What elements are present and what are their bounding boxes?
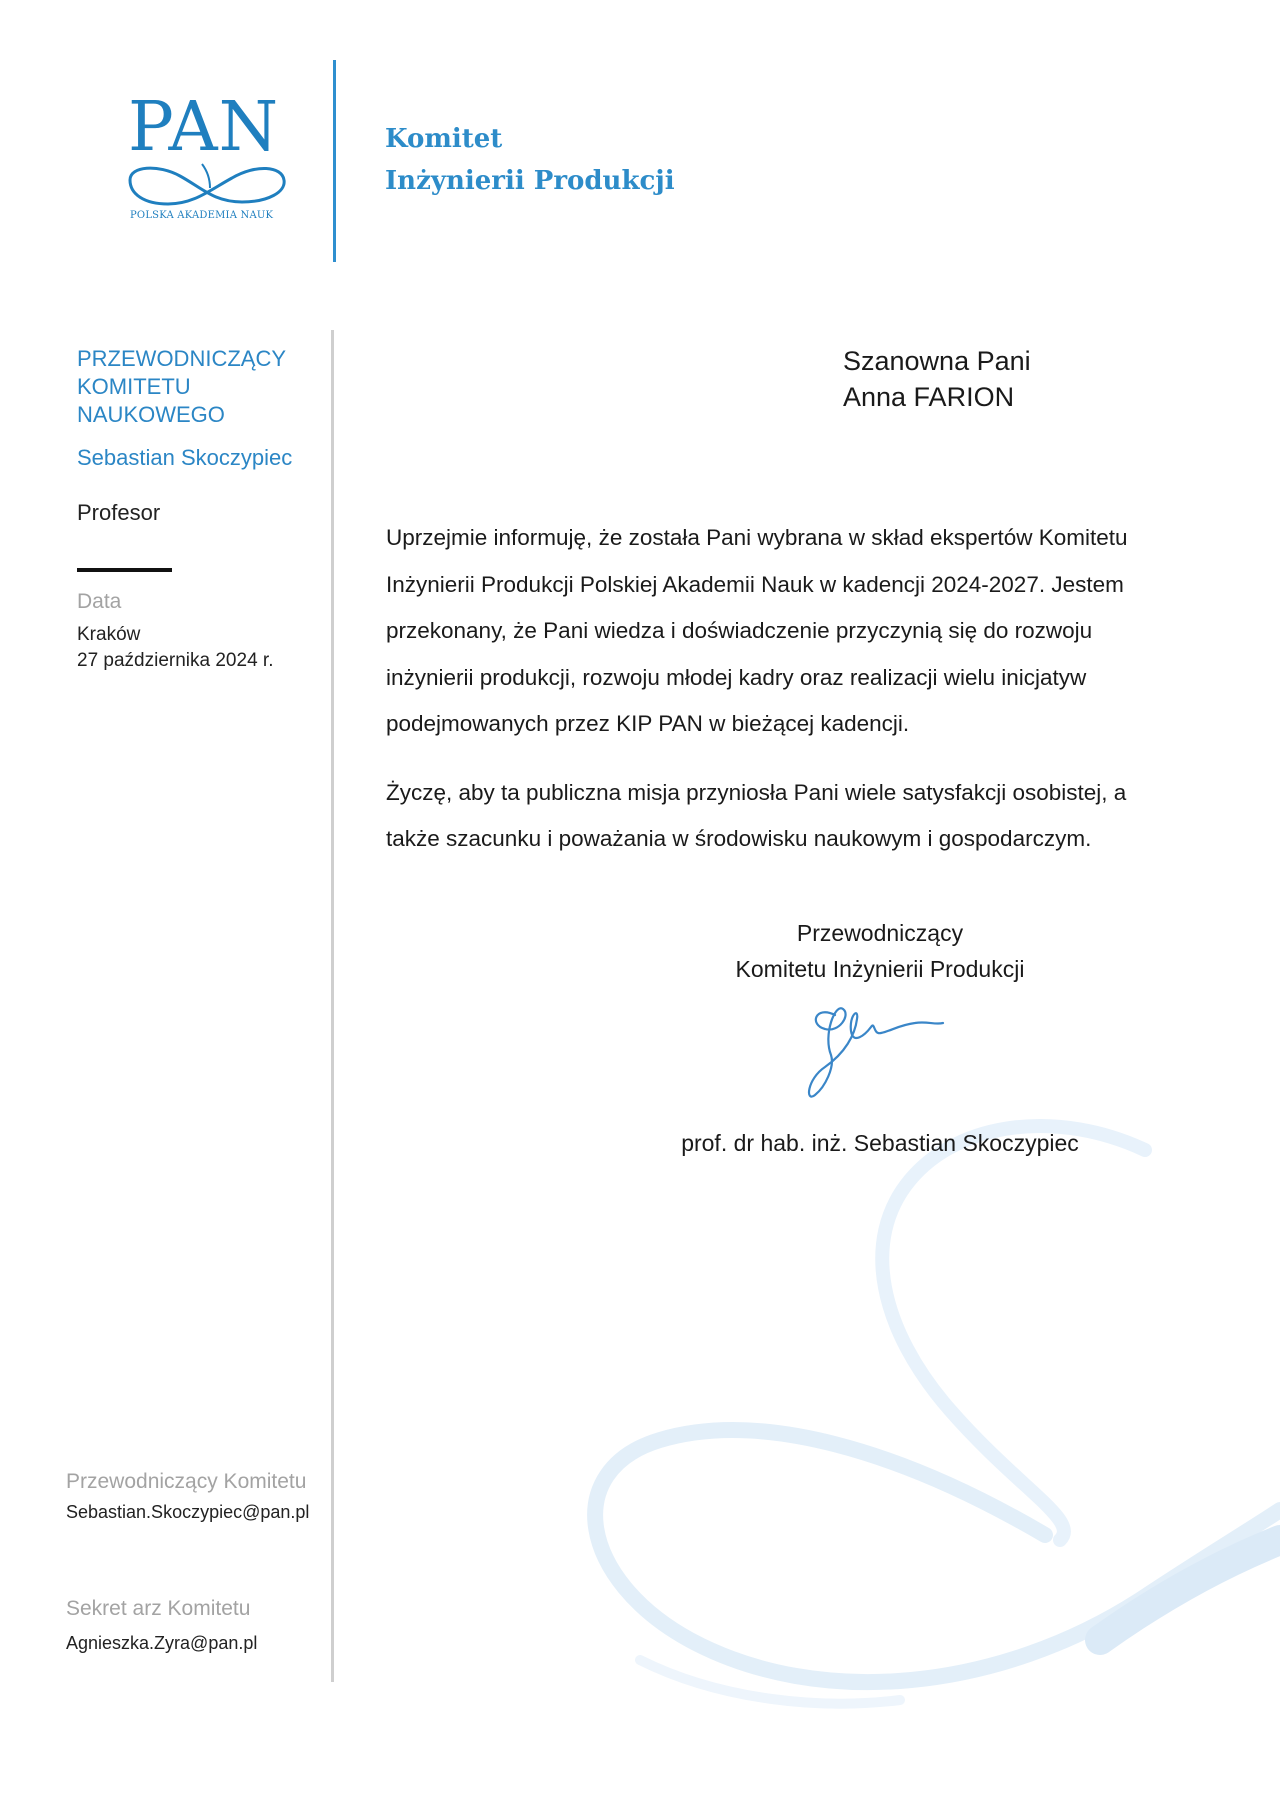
recipient-block (843, 343, 1031, 415)
signatory-name: prof. dr hab. inż. Sebastian Skoczypiec (681, 1130, 1079, 1156)
salutation: Szanowna Pani (843, 346, 1031, 376)
letter-paragraph: Życzę, aby ta publiczna misja przyniosła Pani wiele satysfakcji osobistej, a także szacunku i poważania w środowisku naukowym i gospodarczym. (386, 779, 1127, 851)
contact-chair-email[interactable]: Sebastian.Skoczypiec@pan.pl (66, 1502, 310, 1522)
letter-paragraph: Uprzejmie informuję, że została Pani wybrana w skład ekspertów Komitetu Inżynierii Produkcji Polskiej Akademii Nauk w kadencji 2024-2027. Jestem przekonany, że Pani wiedza i doświadczenie przyczynią się do rozwoju inżynierii produkcji, rozwoju młodej kadry oraz realizacji wielu inicjatyw podejmowanych przez KIP PAN w bieżącej kadencji. (386, 525, 1128, 736)
chair-name: Sebastian Skoczypiec (77, 445, 293, 470)
date-place: Kraków (77, 624, 141, 645)
date-value: 27 października 2024 r. (77, 650, 274, 671)
sidebar-rule (77, 568, 172, 572)
sign-committee: Komitetu Inżynierii Produkcji (735, 956, 1025, 982)
letter-body (386, 515, 1156, 885)
sign-title: Przewodniczący (796, 920, 964, 946)
header-divider (333, 60, 336, 262)
contact-secretary-label: Sekret arz Komitetu (66, 1597, 251, 1620)
committee-name-line1: Komitet (385, 124, 503, 154)
contact-chair-label: Przewodniczący Komitetu (66, 1470, 307, 1493)
infinity-swirl-icon (118, 158, 298, 218)
pan-logo (118, 90, 298, 230)
logo-text: PAN (128, 88, 280, 167)
logo-subtitle: POLSKA AKADEMIA NAUK (130, 210, 274, 221)
chair-title: PRZEWODNICZĄCY KOMITETU NAUKOWEGO (77, 346, 286, 427)
date-label: Data (77, 590, 122, 613)
sidebar-divider (331, 330, 334, 1682)
committee-name-line2: Inżynierii Produkcji (385, 166, 675, 196)
chair-role: Profesor (77, 500, 161, 525)
signature-block (680, 915, 1080, 987)
handwritten-signature (795, 995, 945, 1105)
recipient-name: Anna FARION (843, 382, 1015, 412)
contact-secretary-email[interactable]: Agnieszka.Zyra@pan.pl (66, 1633, 258, 1653)
